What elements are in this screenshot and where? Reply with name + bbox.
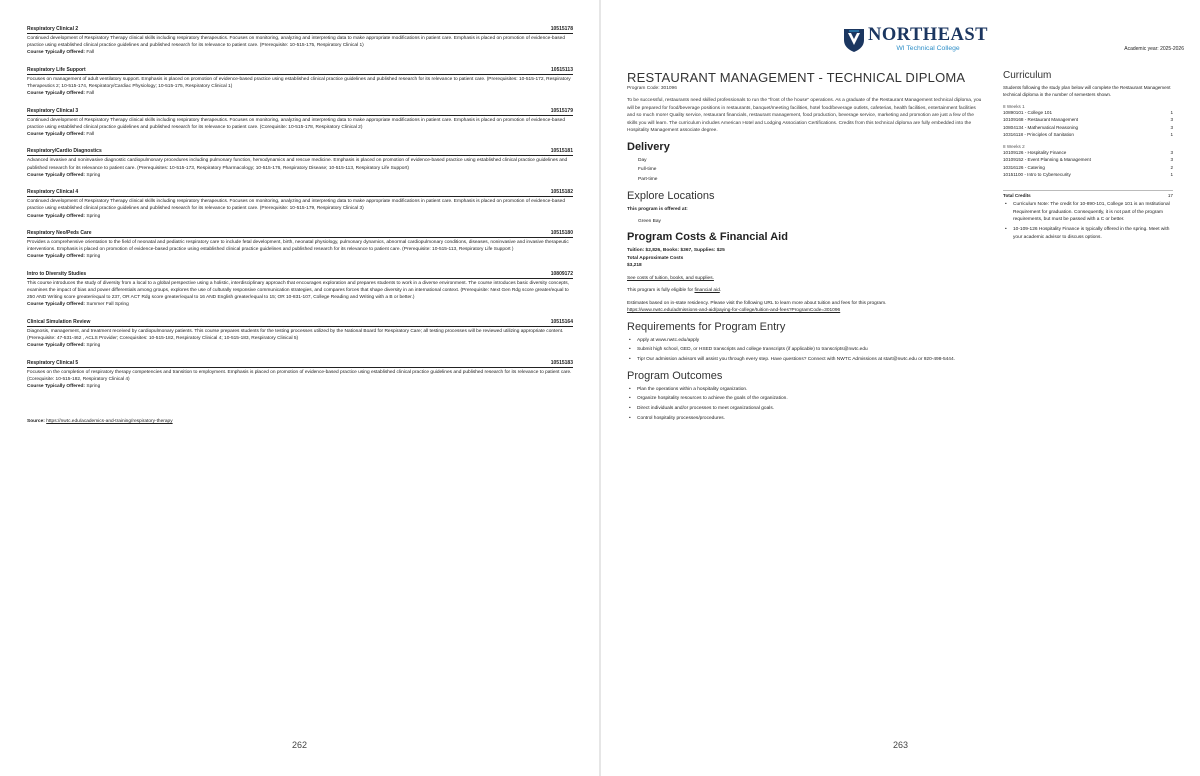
aid-line: This program is fully eligible for financial aid. bbox=[627, 288, 722, 293]
curriculum-course-row bbox=[1003, 131, 1173, 138]
course-code: 10515178 bbox=[550, 26, 573, 32]
course-list bbox=[27, 26, 573, 400]
course-header bbox=[27, 271, 573, 279]
curriculum-sidebar bbox=[1003, 70, 1173, 243]
course-code: 10515181 bbox=[550, 148, 573, 155]
curriculum-course-name: 10316126 - Catering bbox=[1003, 164, 1045, 170]
course-offered bbox=[27, 90, 573, 97]
course-header bbox=[27, 360, 573, 368]
course-code: 10515183 bbox=[550, 359, 573, 366]
course-offered bbox=[27, 213, 573, 220]
course-offered-label: Course Typically Offered: bbox=[27, 213, 86, 219]
curriculum-course-credits: 3 bbox=[1170, 124, 1173, 130]
curriculum-course-row bbox=[1003, 124, 1173, 131]
course-description: Focuses on the completion of respiratory therapy competencies and transition to employment. Emphasis is placed on promotion of evidence-based practice using established clinical practice guidelines and published research for its relevance to patient care. (Corequisite: 10-515-182, Respiratory Clinical 4) bbox=[27, 369, 572, 382]
curriculum-heading: Curriculum bbox=[1003, 70, 1052, 81]
academic-year: Academic year: 2025-2026 bbox=[1124, 46, 1184, 52]
curriculum-course-credits: 2 bbox=[1170, 164, 1173, 170]
course-offered-value: Spring bbox=[86, 343, 101, 349]
curriculum-course-row bbox=[1003, 116, 1173, 123]
left-page bbox=[0, 0, 599, 776]
course-offered-label: Course Typically Offered: bbox=[27, 343, 86, 349]
estimates-text: Estimates based on in-state residency. Please visit the following URL to learn more about tuition and fees for this program. bbox=[627, 300, 887, 306]
logo-name: NORTHEAST bbox=[868, 25, 989, 45]
page-number: 262 bbox=[291, 740, 308, 750]
source-label: Source: bbox=[27, 419, 45, 424]
course-offered-value: Spring bbox=[86, 172, 101, 178]
course-description: Continued development of Respiratory Therapy clinical skills including respiratory therapeutics. Focuses on monitoring, analyzing and interpreting data to make appropriate modifications in patient care. Emphasis is placed on promotion of evidence-based practice using established clinical practice guidelines and published research for its relevance to patient care. (Prerequisite: 10-515-175, Respiratory Clinical 1) bbox=[27, 36, 565, 49]
course-offered bbox=[27, 131, 573, 138]
delivery-item: Part-time bbox=[638, 176, 658, 182]
course-name: Respiratory Clinical 5 bbox=[27, 359, 79, 366]
tuition-line: Tuition: $2,826, Books: $367, Supplies: $25 bbox=[627, 248, 725, 253]
curriculum-note: • Curriculum Note: The credit for 10-890-101, College 101 is an Institutional Requirement for graduation. Consequently, it is not part of the program requirements, but must be passed with a C or better. bbox=[1003, 201, 1173, 224]
course-description: Continued development of Respiratory Therapy clinical skills including respiratory therapeutics. Focuses on monitoring, analyzing and interpreting data to make appropriate modifications in patient care. Emphasis is placed on promotion of evidence-based practice using established clinical practice guidelines and published research for its relevance to patient care. (Prerequisite: 10-515-179, Respiratory Clinical 3) bbox=[27, 199, 565, 212]
course-offered-label: Course Typically Offered: bbox=[27, 91, 86, 97]
curriculum-course-name: 10109168 - Restaurant Management bbox=[1003, 117, 1079, 123]
course-offered-label: Course Typically Offered: bbox=[27, 132, 86, 137]
total-cost-label: Total Approximate Costs bbox=[627, 255, 684, 261]
logo-subtitle: WI Technical College bbox=[896, 45, 960, 52]
course-code: 10809172 bbox=[550, 270, 573, 277]
costs-heading: Program Costs & Financial Aid bbox=[627, 231, 788, 243]
course-offered-label: Course Typically Offered: bbox=[27, 302, 86, 308]
course-description: This course introduces the study of diversity from a local to a global perspective using a holistic, interdisciplinary approach that encourages exploration and prepares students to work in a diverse environment. The course introduces basic diversity concepts, examines the impact of bias and power differentials among groups, explores the use of culturally responsive communication strategies, and compares forces that shape diversity in an international context. (Prerequisite: Next Gen Rdg score greater/equal to 250 AND Writing score greater/equal to 237, OR ACT Rdg score greater/equal to 16 AND English greater/equal to 15; OR 10-831-107, College Reading and Writing with a B or better.) bbox=[27, 280, 569, 301]
course-offered-label: Course Typically Offered: bbox=[27, 254, 86, 260]
course-offered bbox=[27, 301, 573, 308]
page-number: 263 bbox=[892, 740, 909, 750]
curriculum-course-name: 10151100 - Intro to Cybersecurity bbox=[1003, 172, 1071, 178]
course-header bbox=[27, 189, 573, 197]
program-code: Program Code: 301096 bbox=[627, 86, 677, 91]
aid-link[interactable]: financial aid bbox=[694, 288, 720, 293]
source-line bbox=[27, 419, 173, 424]
program-title: RESTAURANT MANAGEMENT - TECHNICAL DIPLOMA bbox=[627, 70, 966, 85]
semester-label: 8 Weeks 2 bbox=[1003, 144, 1025, 150]
course-offered-value: Fall bbox=[86, 91, 95, 97]
course-offered-label: Course Typically Offered: bbox=[27, 50, 86, 56]
course-offered-value: Spring bbox=[86, 213, 101, 219]
curriculum-course-row bbox=[1003, 109, 1173, 116]
curriculum-course-credits: 1 bbox=[1170, 110, 1173, 115]
course-name: Respiratory Neo/Peds Care bbox=[27, 229, 92, 236]
total-cost: $3,218 bbox=[627, 263, 642, 268]
program-intro: To be successful, restaurants need skilled professionals to run the "front of the house" operations. As a graduate of the Restaurant Management technical diploma, you will be prepared for food/beverage positions in restaurants, banquet/meeting facilities, hotel food/beverage outlets, cafeterias, health facilities, entertainment facilities and so much more! Quality service, restaurant financials, restaurant management, food production, beverage service, marketing and promotion are just a few of the skills you will learn. The curriculum includes American Hotel and Lodging Association Certifications. Credits from this technical diploma are fully embedded into the Hospitality Management associate degree. bbox=[627, 98, 982, 133]
delivery-list bbox=[627, 156, 985, 185]
course-offered-value: Spring bbox=[86, 383, 101, 389]
semester-list bbox=[1003, 104, 1173, 178]
curriculum-course-credits: 3 bbox=[1170, 117, 1173, 123]
course-header bbox=[27, 230, 573, 238]
course-entry bbox=[27, 189, 573, 220]
course-offered bbox=[27, 383, 573, 390]
college-logo bbox=[843, 26, 988, 53]
course-entry bbox=[27, 26, 573, 57]
course-entry bbox=[27, 360, 573, 391]
course-description: Continued development of Respiratory Therapy clinical skills including respiratory therapeutics. Focuses on monitoring, analyzing and interpreting data to make appropriate modifications in patient care. Emphasis is placed on promotion of evidence-based practice using established clinical practice guidelines and published research for its relevance to patient care. (Corequisite: 10-515-178, Respiratory Clinical 2) bbox=[27, 117, 565, 130]
course-offered-value: Spring bbox=[86, 254, 101, 260]
location-item: Green Bay bbox=[638, 218, 661, 224]
curriculum-course-name: 10890101 - College 101 bbox=[1003, 110, 1053, 115]
curriculum-course-row bbox=[1003, 171, 1173, 178]
course-offered-value: Fall bbox=[86, 132, 95, 137]
course-entry bbox=[27, 108, 573, 139]
course-description: Diagnosis, management, and treatment received by cardiopulmonary patients. This course prepares students for the testing processes utilized by the National Board for Respiratory Care; all testing processes will be reviewed utilizing appropriate content. (Prerequisite: 47-531-462 , ACLS Provider; Corequisites: 10-515-182, Respiratory Clinical 4; 10-515-183, Respiratory Clinical 5) bbox=[27, 328, 564, 341]
curriculum-course-name: 10316118 - Principles of Sanitation bbox=[1003, 131, 1074, 137]
semester-label: 8 Weeks 1 bbox=[1003, 104, 1025, 109]
course-offered-label: Course Typically Offered: bbox=[27, 383, 86, 389]
locations-offered: This program is offered at: bbox=[627, 207, 688, 212]
course-entry bbox=[27, 271, 573, 309]
curriculum-notes bbox=[1003, 201, 1173, 241]
curriculum-course-name: 10804134 - Mathematical Reasoning bbox=[1003, 124, 1079, 130]
course-name: Respiratory Clinical 4 bbox=[27, 189, 79, 196]
outcomes-list bbox=[627, 386, 985, 423]
delivery-item: Day bbox=[638, 157, 647, 163]
course-code: 10515180 bbox=[550, 229, 573, 236]
course-name: Respiratory Life Support bbox=[27, 66, 86, 73]
program-main bbox=[627, 70, 985, 425]
course-entry bbox=[27, 67, 573, 98]
course-description: Focuses on management of adult ventilatory support. Emphasis is placed on promotion of evidence-based practice using established clinical practice guidelines and published research for its relevance to patient care. (Prerequisites: 10-515-172, Respiratory Therapeutics 2; 10-515-174, Respiratory/Cardiac Physiology; 10-515-175, Respiratory Clinical 1) bbox=[27, 76, 571, 89]
course-entry bbox=[27, 230, 573, 261]
curriculum-course-row bbox=[1003, 149, 1173, 156]
curriculum-course-credits: 1 bbox=[1170, 131, 1173, 137]
outcomes-heading: Program Outcomes bbox=[627, 369, 723, 382]
course-name: Respiratory Clinical 2 bbox=[27, 26, 79, 32]
delivery-heading: Delivery bbox=[627, 140, 670, 153]
curriculum-intro: Students following the study plan below will complete the Restaurant Management technical diploma in the number of semesters shown. bbox=[1003, 85, 1171, 97]
course-code: 10515164 bbox=[550, 318, 573, 325]
course-name: Intro to Diversity Studies bbox=[27, 270, 87, 277]
course-offered-value: Summer Fall Spring bbox=[86, 302, 129, 308]
course-header bbox=[27, 148, 573, 156]
costs-link[interactable]: See costs of tuition, books, and supplies. bbox=[627, 275, 714, 281]
curriculum-course-row bbox=[1003, 164, 1173, 171]
aid-text: This program is fully eligible for bbox=[627, 288, 694, 293]
delivery-item: Full-time bbox=[638, 167, 657, 172]
right-page bbox=[601, 0, 1200, 776]
shield-logo-icon bbox=[843, 27, 865, 53]
total-credits-label: Total Credits bbox=[1003, 193, 1031, 199]
course-header bbox=[27, 319, 573, 327]
course-name: Respiratory/Cardio Diagnostics bbox=[27, 148, 102, 155]
curriculum-course-credits: 3 bbox=[1170, 150, 1173, 156]
course-entry bbox=[27, 319, 573, 350]
course-code: 10515179 bbox=[550, 107, 573, 114]
course-offered-label: Course Typically Offered: bbox=[27, 172, 86, 178]
requirements-list bbox=[627, 337, 985, 364]
source-link[interactable]: https://nwtc.edu/academics-and-training/respiratory-therapy bbox=[46, 419, 173, 424]
curriculum-course-row bbox=[1003, 156, 1173, 163]
curriculum-course-credits: 3 bbox=[1170, 157, 1173, 163]
outcome-item: • Control hospitality processes/procedures. bbox=[627, 415, 985, 423]
requirements-heading: Requirements for Program Entry bbox=[627, 320, 786, 333]
course-header bbox=[27, 108, 573, 116]
course-offered bbox=[27, 342, 573, 349]
course-offered bbox=[27, 172, 573, 179]
requirement-item: • Apply at www.nwtc.edu/apply bbox=[627, 337, 985, 345]
course-code: 10515182 bbox=[550, 189, 573, 196]
course-description: Advanced invasive and noninvasive diagnostic cardiopulmonary procedures including pulmonary function, hemodynamics and rescue medicine. Emphasis is placed on promotion of evidence-based practice using established clinical practice guidelines and published research for its relevance to patient care. (Prerequisites: 10-515-173, Respiratory Pharmacology; 10-515-176, Respiratory Disease; 10-515-113, Respiratory Life Support) bbox=[27, 158, 568, 171]
course-header bbox=[27, 26, 573, 34]
course-offered-value: Fall bbox=[86, 50, 95, 56]
locations-heading: Explore Locations bbox=[627, 190, 715, 202]
curriculum-course-name: 10109152 - Event Planning & Management bbox=[1003, 157, 1091, 163]
requirement-item: • Submit high school, GED, or HSED transcripts and college transcripts (if applicable) to transcripts@nwtc.edu bbox=[627, 346, 985, 354]
course-entry bbox=[27, 148, 573, 179]
outcome-item: • Organize hospitality resources to achieve the goals of the organization. bbox=[627, 395, 985, 403]
outcome-item: • Direct individuals and/or processes to meet organizational goals. bbox=[627, 405, 985, 413]
course-name: Clinical Simulation Review bbox=[27, 318, 91, 325]
estimates-link[interactable]: https://www.nwtc.edu/admissions-and-aid/paying-for-college/tuition-and-fees?ProgramCode=301096 bbox=[627, 308, 841, 313]
course-offered bbox=[27, 49, 573, 56]
course-name: Respiratory Clinical 3 bbox=[27, 107, 79, 114]
course-header bbox=[27, 67, 573, 75]
total-credits-row bbox=[1003, 190, 1173, 198]
course-code: 10515113 bbox=[551, 66, 573, 73]
total-credits-value: 17 bbox=[1167, 193, 1173, 199]
course-description: Provides a comprehensive orientation to the field of neonatal and pediatric respiratory care to include fetal development, birth, neonatal physiology, pulmonary dynamics, abnormal cardiopulmonary conditions, diseases, noninvasive and invasive therapeutic interventions. Emphasis is placed on promotion of evidence-based practice using established clinical practice guidelines and published research for its relevance to patient care. (Prerequisite: 10-515-113, Respiratory Life Support ) bbox=[27, 239, 569, 253]
curriculum-note: • 10-109-126 Hospitality Finance is typically offered in the spring. Meet with your academic advisor to discuss options. bbox=[1003, 226, 1173, 241]
curriculum-course-name: 10109126 - Hospitality Finance bbox=[1003, 150, 1067, 156]
course-offered bbox=[27, 253, 573, 260]
curriculum-course-credits: 1 bbox=[1170, 172, 1173, 178]
requirement-item: • Tip! Our admission advisors will assist you through every step. Have questions? Connect with NWTC Admissions at start@nwtc.edu or 920-498-5444. bbox=[627, 356, 985, 364]
outcome-item: • Plan the operations within a hospitality organization. bbox=[627, 386, 985, 394]
